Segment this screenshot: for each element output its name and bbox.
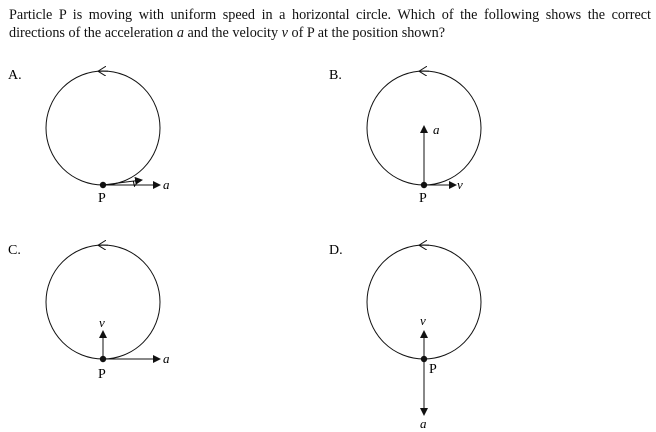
velocity-symbol: v [281, 25, 288, 41]
option-b-velocity-label: v [457, 177, 463, 192]
option-d-velocity-label: v [420, 313, 426, 328]
acceleration-symbol: a [176, 25, 184, 41]
option-b-acceleration-label: a [433, 122, 440, 137]
option-c-letter: C. [8, 243, 21, 258]
option-b[interactable] [329, 68, 481, 206]
question-part-1: Particle P is moving with uniform speed in a horizontal circle. Which of the following shows the correct directions of the acceleration [9, 7, 651, 41]
option-c-velocity-label: v [99, 315, 105, 330]
option-a-particle-label: P [98, 191, 106, 206]
option-c-particle-label: P [98, 367, 106, 382]
option-b-particle-label: P [419, 191, 427, 206]
question-part-3: of P at the position shown? [287, 25, 446, 41]
question-part-2: and the velocity [183, 25, 282, 41]
option-a-velocity-label: v [132, 175, 138, 190]
option-a[interactable] [8, 68, 170, 206]
option-d[interactable] [329, 243, 481, 431]
option-b-letter: B. [329, 68, 342, 83]
option-a-letter: A. [8, 68, 22, 83]
option-a-circle [46, 71, 160, 185]
option-d-particle-label: P [429, 362, 437, 377]
option-c-acceleration-label: a [163, 351, 170, 366]
option-d-letter: D. [329, 243, 343, 258]
option-a-acceleration-label: a [163, 177, 170, 192]
option-d-acceleration-label: a [420, 416, 427, 431]
option-c[interactable] [8, 243, 170, 382]
